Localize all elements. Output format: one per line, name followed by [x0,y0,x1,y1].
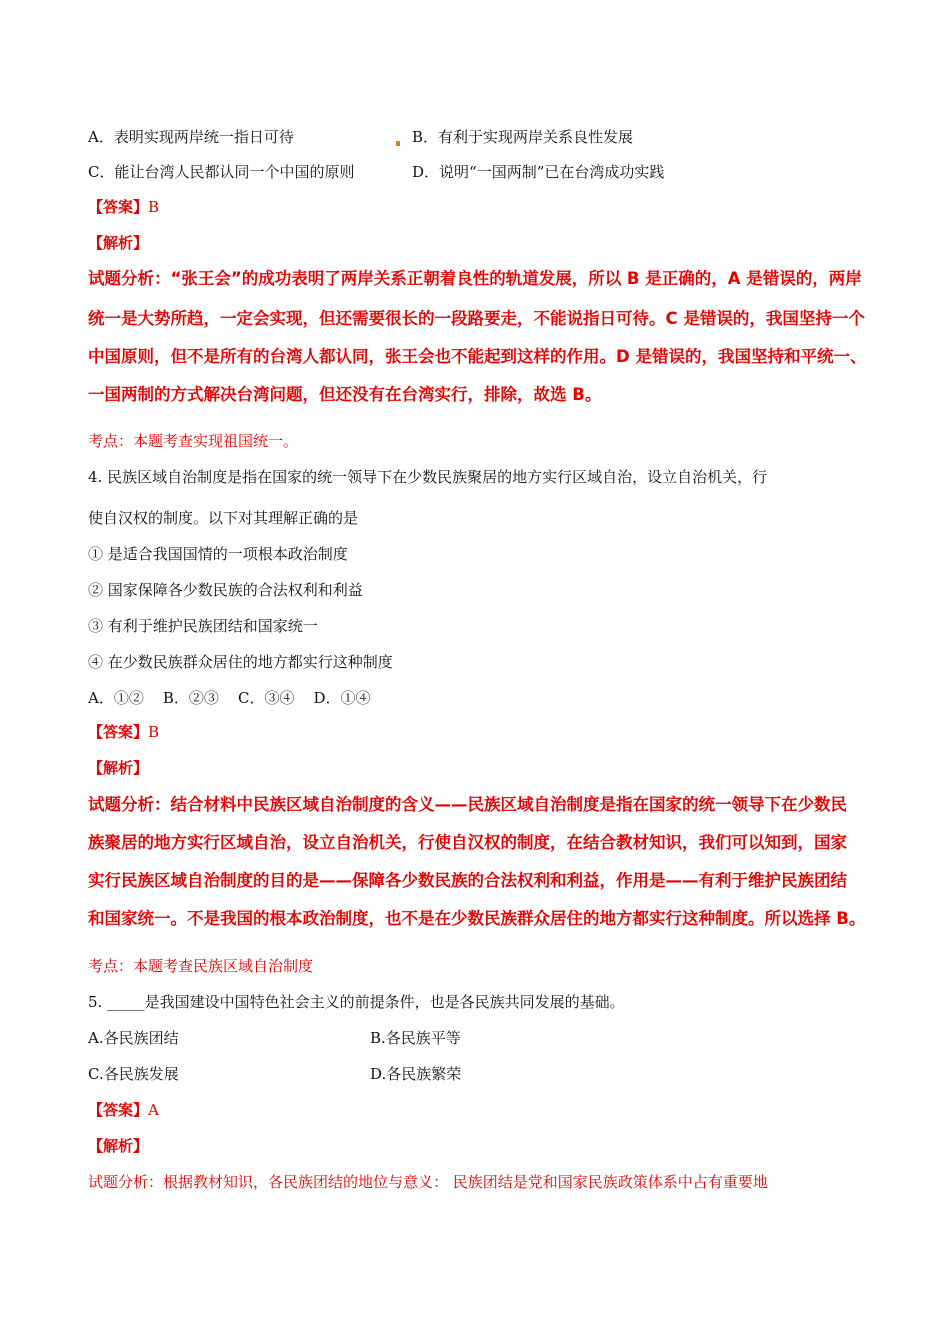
answer-value: B [148,723,160,741]
q4-options: A．①② B．②③ C．③④ D．①④ [88,689,371,707]
q5-option-c: C.各民族发展 [88,1065,179,1083]
answer-label: 【答案】 [88,723,149,741]
q3-option-a: A．表明实现两岸统一指日可待 [88,128,294,146]
q5-analysis-line: 试题分析：根据教材知识，各民族团结的地位与意义： 民族团结是党和国家民族政策体系中占有重要地 [88,1173,768,1191]
q4-item: ④ 在少数民族群众居住的地方都实行这种制度 [88,653,393,671]
q5-stem: 5. _____是我国建设中国特色社会主义的前提条件，也是各民族共同发展的基础。 [88,993,625,1011]
q5-option-d: D.各民族繁荣 [370,1065,462,1083]
q3-analysis-line: 一国两制的方式解决台湾问题，但还没有在台湾实行，排除，故选 B。 [88,385,602,404]
q4-item: ② 国家保障各少数民族的合法权利和利益 [88,581,363,599]
q5-answer [88,1099,159,1121]
q3-option-d: D．说明“一国两制”已在台湾成功实践 [412,163,665,181]
q4-answer [88,721,159,743]
q4-stem-line: 使自汉权的制度。以下对其理解正确的是 [88,509,359,527]
q4-item: ③ 有利于维护民族团结和国家统一 [88,617,318,635]
q4-analysis-line: 族聚居的地方实行区域自治，设立自治机关，行使自汉权的制度，在结合教材知识，我们可以知到，国家 [88,833,847,852]
q3-answer [88,196,159,218]
q3-option-b: B．有利于实现两岸关系良性发展 [412,128,634,146]
q3-analysis-label: 【解析】 [88,234,149,252]
answer-label: 【答案】 [88,198,149,216]
q4-stem-line: 4. 民族区域自治制度是指在国家的统一领导下在少数民族聚居的地方实行区域自治，设立自治机关，行 [88,468,768,486]
q4-analysis-line: 试题分析：结合材料中民族区域自治制度的含义——民族区域自治制度是指在国家的统一领导下在少数民 [88,795,847,814]
q4-analysis-line: 实行民族区域自治制度的目的是——保障各少数民族的合法权利和利益，作用是——有利于维护民族团结 [88,871,847,890]
q3-analysis-line: 试题分析：“张王会”的成功表明了两岸关系正朝着良性的轨道发展，所以 B 是正确的，A 是错误的，两岸 [88,269,862,288]
q3-option-c: C．能让台湾人民都认同一个中国的原则 [88,163,355,181]
q5-option-b: B.各民族平等 [370,1029,461,1047]
answer-value: B [148,198,160,216]
answer-value: A [148,1101,159,1119]
q3-kaodian: 考点：本题考查实现祖国统一。 [88,432,299,450]
q5-option-a: A.各民族团结 [88,1029,179,1047]
q5-analysis-label: 【解析】 [88,1137,149,1155]
q4-analysis-label: 【解析】 [88,759,149,777]
stray-mark [396,141,400,146]
answer-label: 【答案】 [88,1101,149,1119]
q3-analysis-line: 中国原则，但不是所有的台湾人都认同，张王会也不能起到这样的作用。D 是错误的，我国坚持和平统一、 [88,347,867,366]
q4-analysis-line: 和国家统一。不是我国的根本政治制度，也不是在少数民族群众居住的地方都实行这种制度。所以选择 B。 [88,909,866,928]
q4-item: ① 是适合我国国情的一项根本政治制度 [88,545,348,563]
q3-analysis-line: 统一是大势所趋，一定会实现，但还需要很长的一段路要走，不能说指日可待。C 是错误的，我国坚持一个 [88,309,865,328]
q4-kaodian: 考点：本题考查民族区域自治制度 [88,957,314,975]
